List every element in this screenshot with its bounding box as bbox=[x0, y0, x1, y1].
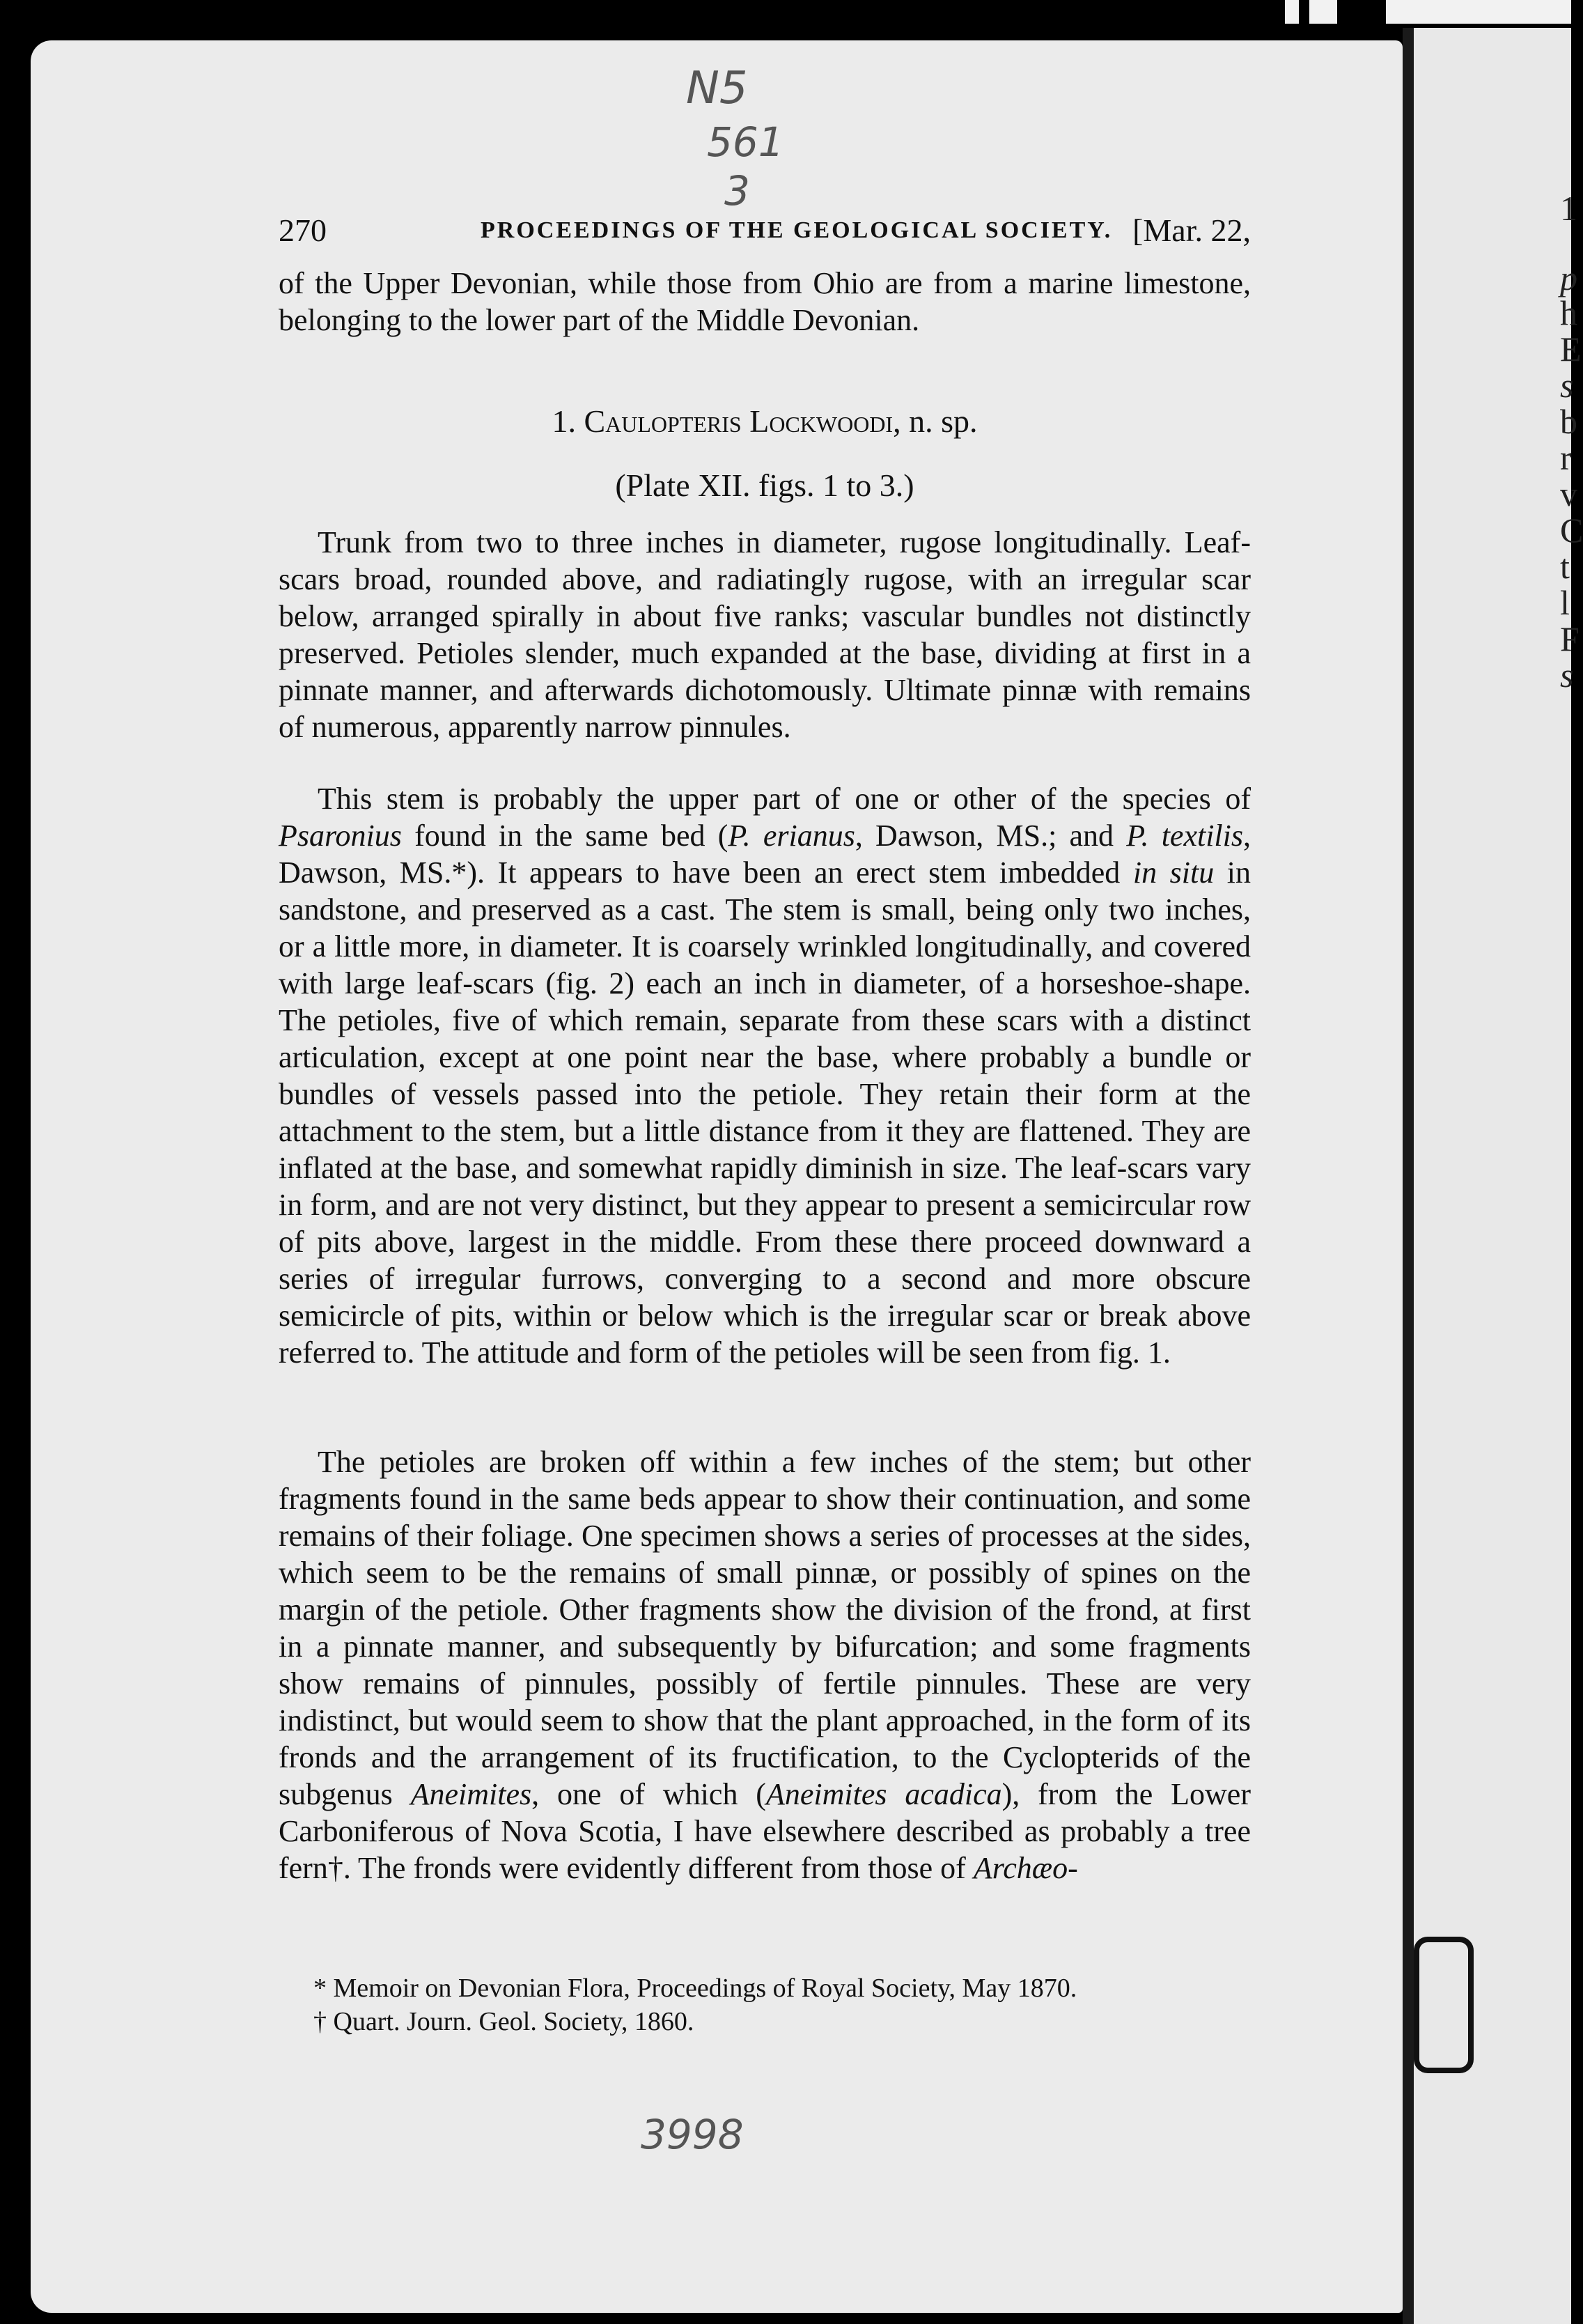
species-suffix: , n. sp. bbox=[893, 403, 978, 439]
text-run: ), from the Lower Carboniferous of Nova Scotia, I have elsewhere described as probably a tree fern†. The fronds were evidently different from those of bbox=[279, 1777, 1251, 1885]
text-run: This stem is probably the upper part of one or other of the species of bbox=[318, 782, 1251, 816]
adjacent-page-char: C bbox=[1560, 511, 1583, 550]
adjacent-page-char: v bbox=[1560, 474, 1577, 513]
adjacent-page-char: p bbox=[1560, 258, 1577, 297]
adjacent-page-char: r bbox=[1560, 438, 1572, 477]
description-text: Trunk from two to three inches in diameter, rugose longitudinally. Leaf-scars broad, rounded above, and radiatingly rugose, with an irregular scar below, arranged spirally in about five ranks; vascular bundles not distinctly preserved. Petioles slender, much expanded at the base, dividing at first in a pinnate manner, and afterwards dichotomously. Ultimate pinnæ with remains of numerous, apparently narrow pinnules. bbox=[279, 525, 1251, 744]
running-title: PROCEEDINGS OF THE GEOLOGICAL SOCIETY. bbox=[481, 217, 1113, 243]
adjacent-page-char: s bbox=[1560, 656, 1574, 695]
page-gutter bbox=[1403, 28, 1414, 2324]
handwritten-mark: 561 bbox=[707, 118, 784, 166]
taxon-name: P. textilis bbox=[1126, 819, 1243, 853]
text-run: , Dawson, MS.*). It appears to have been an erect stem imbedded bbox=[279, 819, 1251, 890]
plate-reference bbox=[279, 467, 1251, 504]
adjacent-page-char: s bbox=[1560, 366, 1574, 405]
adjacent-page-char: E bbox=[1560, 330, 1582, 369]
species-description bbox=[279, 524, 1251, 745]
handwritten-mark: 3 bbox=[724, 167, 750, 215]
text-run: , Dawson, MS.; and bbox=[855, 819, 1127, 853]
scan-artifact bbox=[1309, 0, 1337, 24]
adjacent-page-char: F bbox=[1560, 619, 1580, 658]
footnotes bbox=[313, 1971, 1251, 2038]
taxon-name: Aneimites acadica bbox=[765, 1777, 1002, 1811]
binding-clip bbox=[1414, 1937, 1474, 2073]
paragraph-2-text bbox=[279, 780, 1251, 1371]
handwritten-catalog-number: 3998 bbox=[641, 2111, 744, 2158]
page-number: 270 bbox=[279, 212, 327, 248]
body-paragraph-3 bbox=[279, 1443, 1251, 1887]
adjacent-page-char: h bbox=[1560, 293, 1577, 332]
species-genus: Caulopteris bbox=[584, 403, 742, 439]
running-header bbox=[279, 212, 1251, 254]
adjacent-page-char: l bbox=[1560, 583, 1570, 622]
plate-reference-text: (Plate XII. figs. 1 to 3.) bbox=[615, 467, 914, 503]
species-name: Lockwoodi bbox=[749, 403, 894, 439]
scan-artifact bbox=[1285, 0, 1299, 24]
body-paragraph-2 bbox=[279, 780, 1251, 1371]
handwritten-mark: N5 bbox=[686, 63, 748, 114]
scan-artifact bbox=[1386, 0, 1571, 24]
text-run: in sandstone, and preserved as a cast. The stem is small, being only two inches, or a little more, in diameter. It is coarsely wrinkled longitudinally, and covered with large leaf-scars (fig. 2) each an inch in diameter, of a horseshoe-shape. The petioles, five of which remain, separate from these scars with a distinct articulation, except at one point near the base, where probably a bundle or bundles of vessels passed into the petiole. They retain their form at the attachment to the stem, but a little distance from it they are flattened. They are inflated at the base, and somewhat rapidly diminish in size. The leaf-scars vary in form, and are not very distinct, but they appear to present a semicircular row of pits above, largest in the middle. From these there proceed downward a series of irregular furrows, converging to a second and more obscure semicircle of pits, within or below which is the irregular scar or break above referred to. The attitude and form of the petioles will be seen from fig. 1. bbox=[279, 855, 1251, 1370]
latin-phrase: in situ bbox=[1132, 855, 1215, 890]
footnote: † Quart. Journ. Geol. Society, 1860. bbox=[313, 2007, 694, 2036]
text-run: The petioles are broken off within a few inches of the stem; but other fragments found in the same beds appear to show their continuation, and some remains of their foliage. One specimen shows a series of processes at the sides, which seem to be the remains of small pinnæ, or possibly of spines on the margin of the petiole. Other fragments show the division of the frond, at first in a pinnate manner, and subsequently by bifurcation; and some fragments show remains of pinnules, possibly of fertile pinnules. These are very indistinct, but would seem to show that the plant approached, in the form of its fronds and the arrangement of its fructification, to the Cyclopterids of the subgenus bbox=[279, 1445, 1251, 1811]
adjacent-page-char: 1 bbox=[1560, 189, 1577, 228]
text-run: found in the same bed ( bbox=[401, 819, 728, 853]
scan-top-border bbox=[0, 0, 1571, 28]
footnote: * Memoir on Devonian Flora, Proceedings of Royal Society, May 1870. bbox=[313, 1974, 1077, 2003]
taxon-name: Aneimites bbox=[410, 1777, 532, 1811]
species-heading bbox=[279, 403, 1251, 440]
taxon-name: P. erianus bbox=[728, 819, 855, 853]
text-run: , one of which ( bbox=[531, 1777, 766, 1811]
paragraph-3-text bbox=[279, 1443, 1251, 1887]
intro-text: of the Upper Devonian, while those from Ohio are from a marine limestone, belonging to the lower part of the Middle Devonian. bbox=[279, 266, 1251, 337]
taxon-name: Archæo- bbox=[973, 1851, 1078, 1885]
species-number: 1. bbox=[552, 403, 576, 439]
adjacent-page-char: t bbox=[1560, 547, 1570, 586]
adjacent-page-char: b bbox=[1560, 402, 1577, 441]
intro-paragraph bbox=[279, 265, 1251, 339]
header-date: [Mar. 22, bbox=[1132, 212, 1251, 248]
taxon-name: Psaronius bbox=[279, 819, 402, 853]
